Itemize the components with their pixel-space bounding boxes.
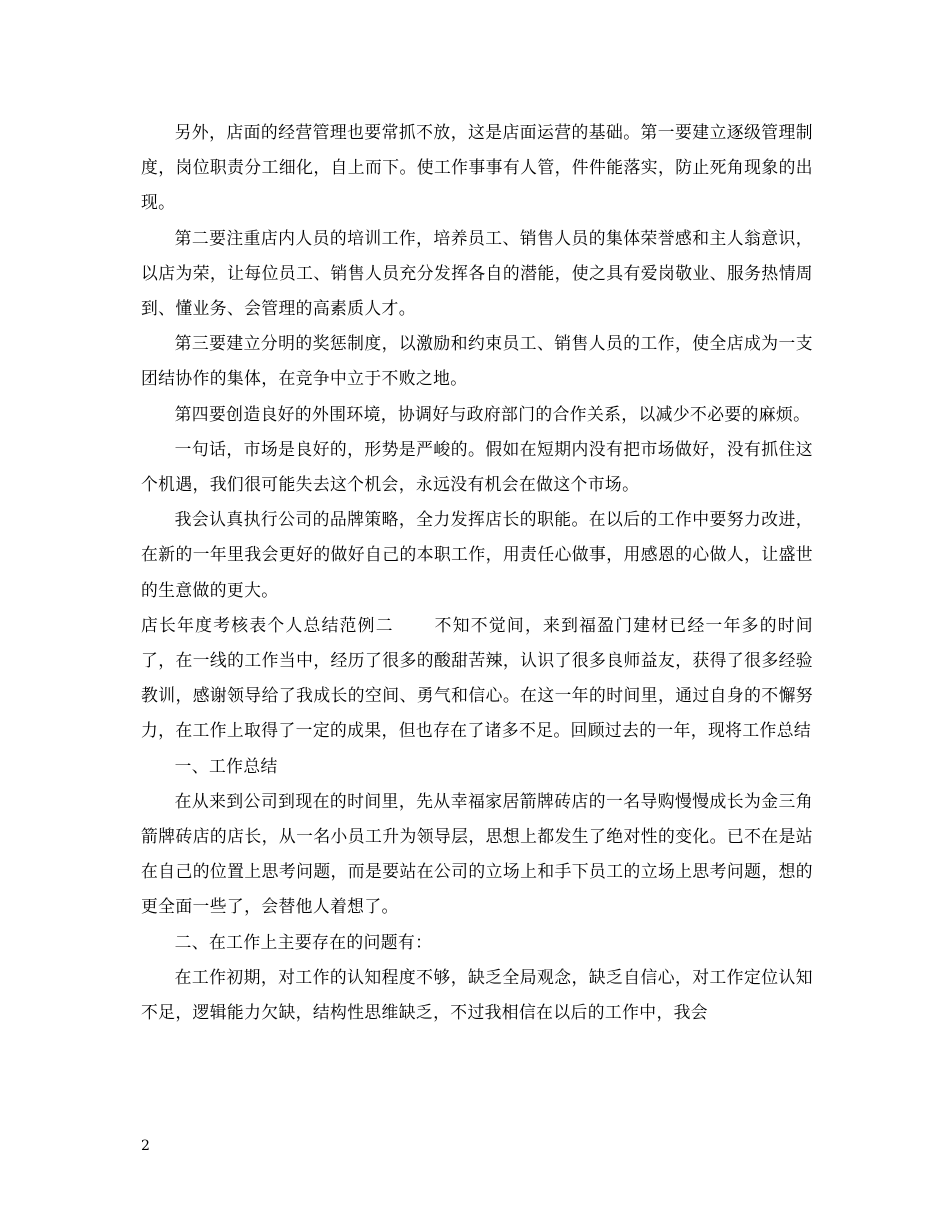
heading-work-summary: 一、工作总结: [174, 755, 278, 776]
paragraph-brand-strategy: 我会认真执行公司的品牌策略，全力发挥店长的职能。在以后的工作中要努力改进，在新的一年里我会更好的做好自己的本职工作，用责任心做事，用感恩的心做人，让盛世的生意做的更大。: [141, 509, 813, 600]
page-number: 2: [141, 1138, 150, 1154]
paragraph-staff-training: 第二要注重店内人员的培训工作，培养员工、销售人员的集体荣誉感和主人翁意识，以店为荣，让每位员工、销售人员充分发挥各自的潜能，使之具有爱岗敬业、服务热情周到、懂业务、会管理的高素质人才。: [141, 227, 813, 319]
paragraph-market-summary: 一句话，市场是良好的，形势是严峻的。假如在短期内没有把市场做好，没有抓住这个机遇，我们很可能失去这个机会，永远没有机会在做这个市场。: [141, 438, 813, 495]
paragraph-work-summary: 在从来到公司到现在的时间里，先从幸福家居箭牌砖店的一名导购慢慢成长为金三角箭牌砖店的店长，从一名小员工升为领导层，思想上都发生了绝对性的变化。已不在是站在自己的位置上思考问题，而是要站在公司的立场上和手下员工的立场上思考问题，想的更全面一些了，会替他人着想了。: [141, 790, 813, 917]
section-intro-text: 不知不觉间，来到福盈门建材已经一年多的时间了，在一线的工作当中，经历了很多的酸甜苦辣，认识了很多良师益友，获得了很多经验教训，感谢领导给了我成长的空间、勇气和信心。在这一年的时间里，通过自身的不懈努力，在工作上取得了一定的成果，但也存在了诸多不足。回顾过去的一年，现将工作总结: [141, 614, 813, 741]
paragraph-problems: 在工作初期，对工作的认知程度不够，缺乏全局观念，缺乏自信心，对工作定位认知不足，逻辑能力欠缺，结构性思维缺乏，不过我相信在以后的工作中，我会: [141, 966, 813, 1023]
section-title: 店长年度考核表个人总结范例二: [141, 614, 394, 635]
document-body: [141, 115, 813, 1030]
paragraph-external-environment: 第四要创造良好的外围环境，协调好与政府部门的合作关系，以减少不必要的麻烦。: [174, 403, 811, 424]
paragraph-store-management: 另外，店面的经营管理也要常抓不放，这是店面运营的基础。第一要建立逐级管理制度，岗位职责分工细化，自上而下。使工作事事有人管，件件能落实，防止死角现象的出现。: [141, 122, 813, 213]
paragraph-reward-system: 第三要建立分明的奖惩制度，以激励和约束员工、销售人员的工作，使全店成为一支团结协作的集体，在竞争中立于不败之地。: [141, 333, 813, 389]
paragraph-section-intro: [141, 608, 813, 749]
heading-problems: 二、在工作上主要存在的问题有：: [174, 931, 433, 952]
